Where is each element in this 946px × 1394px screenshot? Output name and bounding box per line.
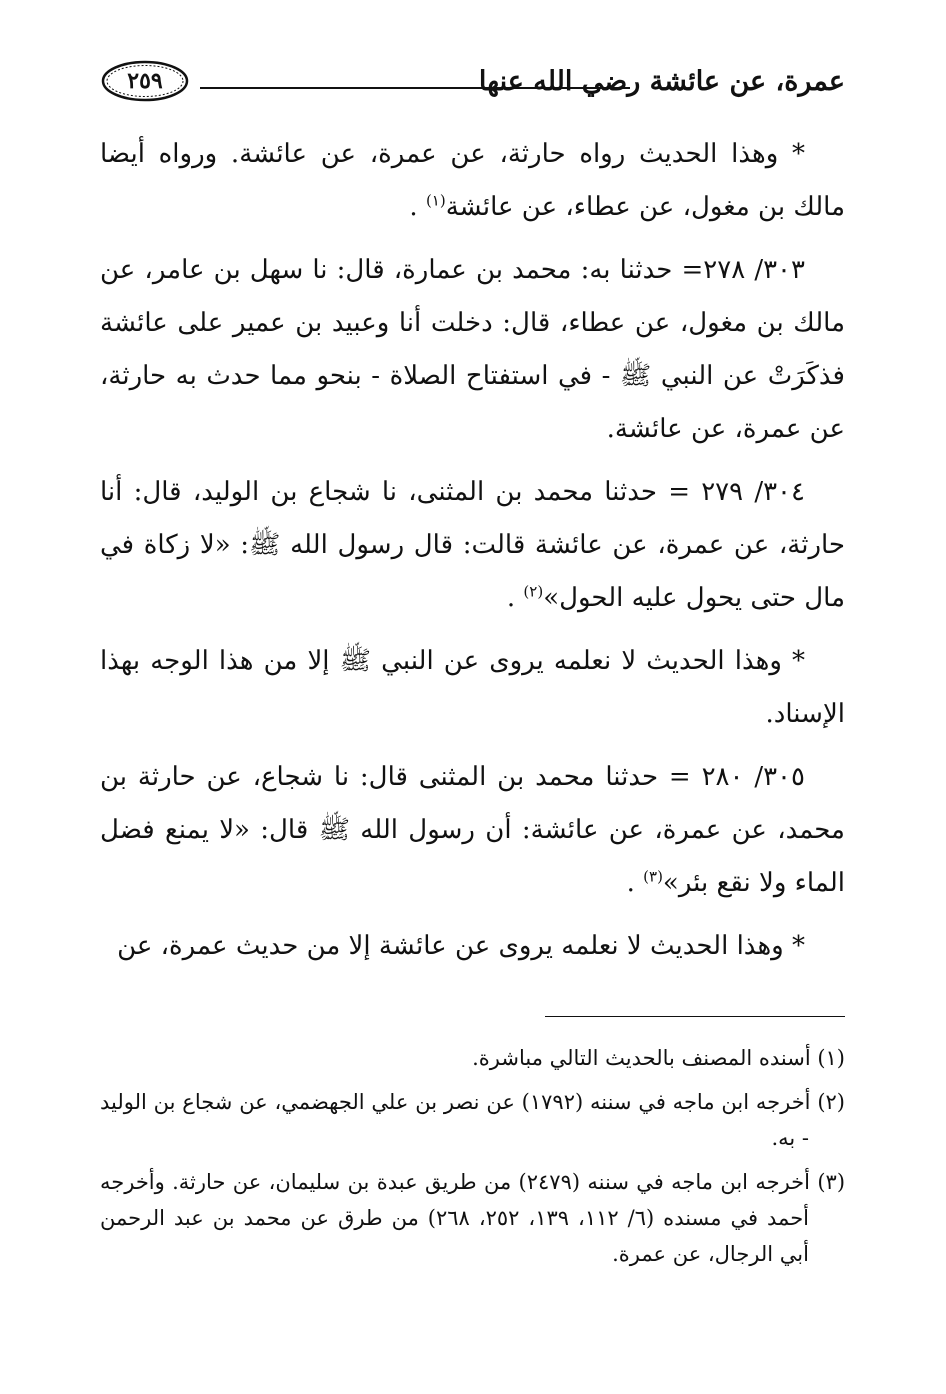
footnotes [100,1040,845,1280]
paragraph-2-text: ٣٠٣/ ٢٧٨= حدثنا به: محمد بن عمارة، قال: نا سهل بن عامر، عن مالك بن مغول، عن عطاء، قال: دخلت أنا وعبيد بن عمير على عائشة فذكَرَتْ عن النبي ﷺ - في استفتاح الصلاة - بنحو مما حدث به حارثة، عن عمرة، عن عائشة. [100,255,845,444]
paragraph-4-text: * وهذا الحديث لا نعلمه يروى عن النبي ﷺ إلا من هذا الوجه بهذا الإسناد. [100,646,845,729]
running-title: عمرة، عن عائشة رضي الله عنها [478,66,845,97]
footnote-separator [545,1016,845,1017]
page-number-badge [100,58,190,104]
paragraph-5-text: ٣٠٥/ ٢٨٠ = حدثنا محمد بن المثنى قال: نا شجاع، عن حارثة بن محمد، عن عمرة، عن عائشة: أن رسول الله ﷺ قال: «لا يمنع فضل الماء ولا نقع بئر» [100,762,845,898]
header-rule [200,87,630,89]
paragraph-1-period: . [409,192,418,222]
paragraph-5-period: . [626,868,635,898]
paragraph-5 [100,751,845,910]
footnote-ref-1: (١) [425,191,446,210]
paragraph-2 [100,244,845,456]
page-header [100,58,845,110]
paragraph-3 [100,466,845,625]
paragraph-1 [100,128,845,234]
paragraph-3-period: . [506,583,516,613]
page-number: ٢٥٩ [127,68,163,94]
paragraph-1-text: * وهذا الحديث رواه حارثة، عن عمرة، عن عائشة. ورواه أيضا مالك بن مغول، عن عطاء، عن عائشة [100,139,845,222]
paragraph-6-text: * وهذا الحديث لا نعلمه يروى عن عائشة إلا من حديث عمرة، عن [117,931,805,961]
footnote-ref-3: (٣) [643,867,663,886]
paragraph-6 [100,920,845,973]
footnote-2: (٢) أخرجه ابن ماجه في سننه (١٧٩٢) عن نصر بن علي الجهضمي، عن شجاع بن الوليد - به. [100,1090,845,1150]
main-text [100,128,845,983]
footnote-1: (١) أسنده المصنف بالحديث التالي مباشرة. [472,1046,845,1070]
footnote-ref-2: (٢) [523,582,544,601]
paragraph-4 [100,635,845,741]
paragraph-3-text: ٣٠٤/ ٢٧٩ = حدثنا محمد بن المثنى، نا شجاع بن الوليد، قال: أنا حارثة، عن عمرة، عن عائشة قالت: قال رسول الله ﷺ: «لا زكاة في مال حتى يحول عليه الحول» [100,477,845,613]
footnote-3: (٣) أخرجه ابن ماجه في سننه (٢٤٧٩) من طريق عبدة بن سليمان، عن حارثة. وأخرجه أحمد في مسنده (٦/ ١١٢، ١٣٩، ٢٥٢، ٢٦٨) من طرق عن محمد بن عبد الرحمن أبي الرجال، عن عمرة. [100,1170,846,1266]
